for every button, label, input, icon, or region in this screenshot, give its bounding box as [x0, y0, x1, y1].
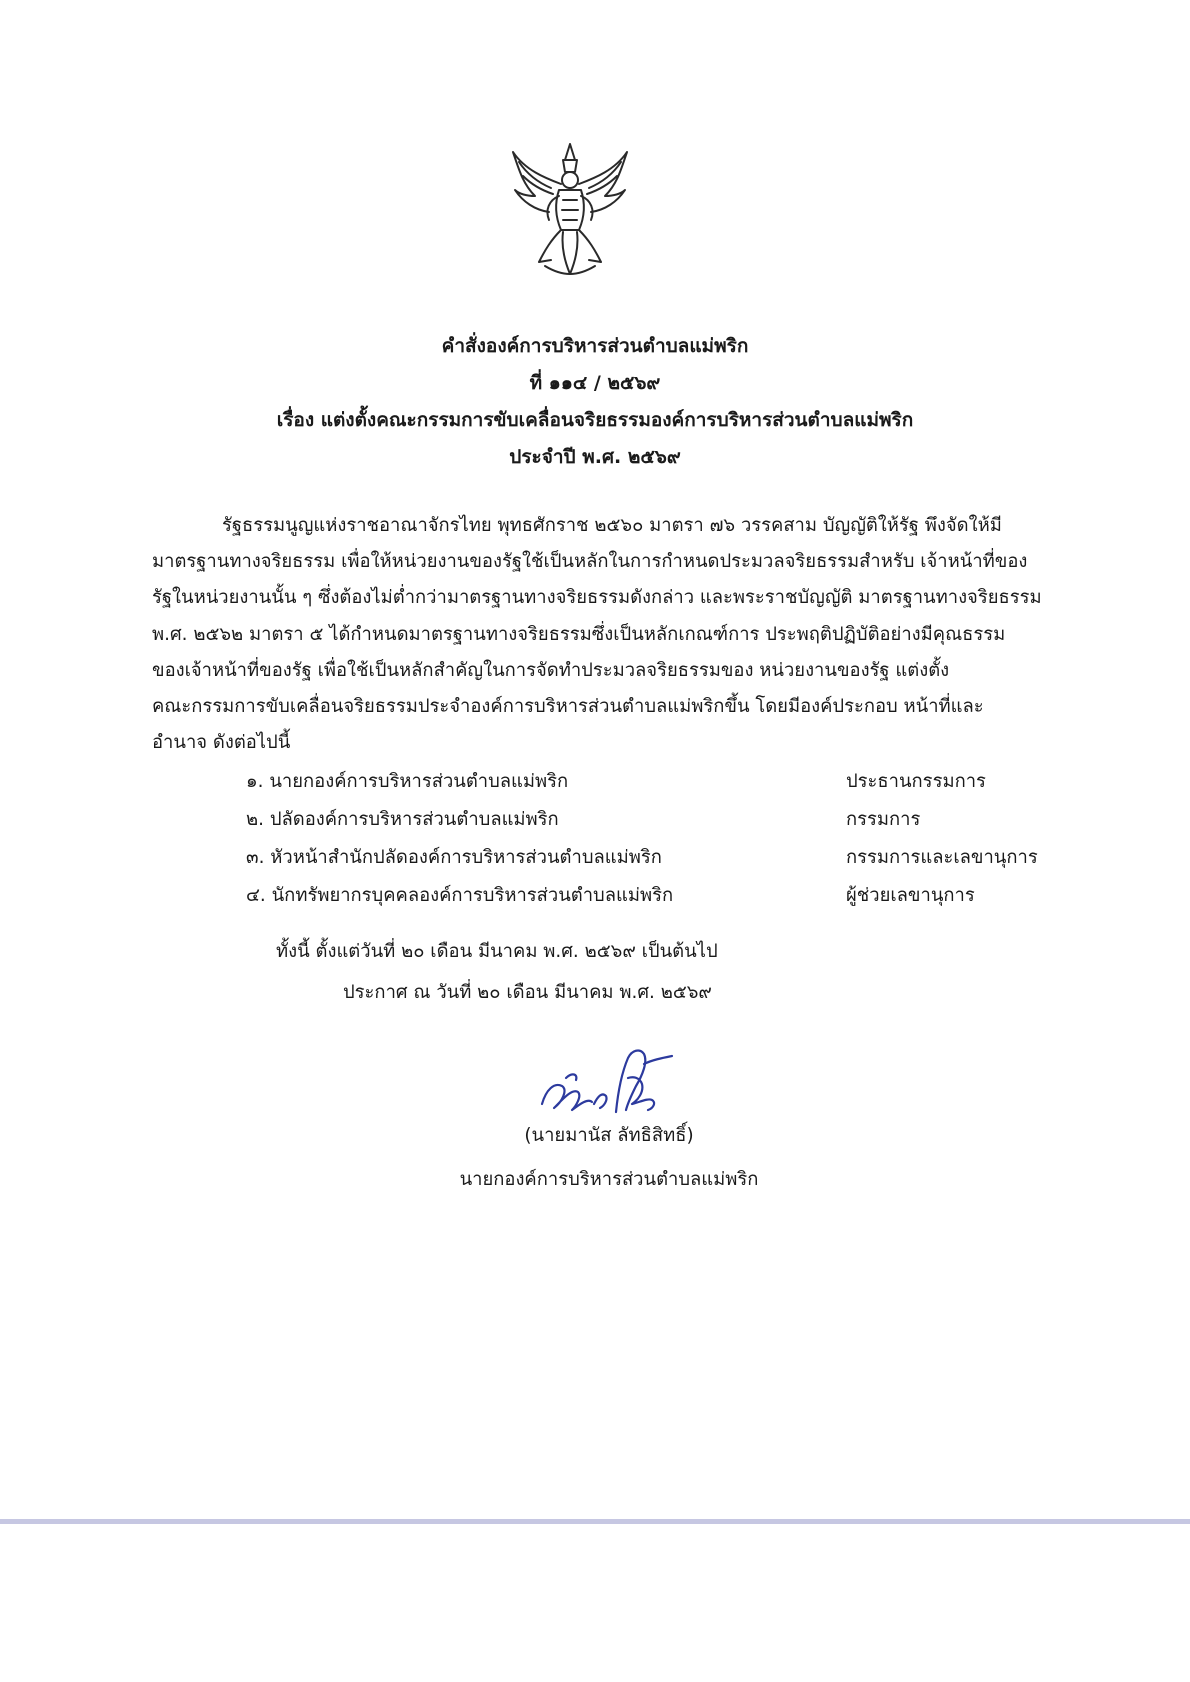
announcement-date-line: ประกาศ ณ วันที่ ๒๐ เดือน มีนาคม พ.ศ. ๒๕๖๙: [343, 982, 712, 1003]
preamble-line: ของเจ้าหน้าที่ของรัฐ เพื่อใช้เป็นหลักสำคัญในการจัดทำประมวลจริยธรรมของ หน่วยงานของรัฐ แต่งตั้ง: [152, 659, 950, 681]
signer-title: นายกองค์การบริหารส่วนตำบลแม่พริก: [459, 1169, 759, 1190]
handwritten-signature: [532, 1042, 680, 1124]
effective-date-line: ทั้งนี้ ตั้งแต่วันที่ ๒๐ เดือน มีนาคม พ.ศ. ๒๕๖๙ เป็นต้นไป: [276, 941, 718, 962]
member-role: กรรมการ: [846, 809, 921, 830]
member-position: ๔. นักทรัพยากรบุคคลองค์การบริหารส่วนตำบลแม่พริก: [246, 885, 674, 906]
order-year: ประจำปี พ.ศ. ๒๕๖๙: [509, 446, 681, 468]
preamble-line: มาตรฐานทางจริยธรรม เพื่อให้หน่วยงานของรัฐใช้เป็นหลักในการกำหนดประมวลจริยธรรมสำหรับ เจ้าหน้าที่ของ: [152, 551, 1028, 573]
member-position: ๑. นายกองค์การบริหารส่วนตำบลแม่พริก: [246, 771, 569, 792]
preamble-line: รัฐธรรมนูญแห่งราชอาณาจักรไทย พุทธศักราช ๒๕๖๐ มาตรา ๗๖ วรรคสาม บัญญัติให้รัฐ พึงจัดให้มี: [222, 515, 1002, 536]
garuda-emblem-icon: [505, 140, 635, 280]
committee-member-row: [0, 841, 1190, 875]
member-position: ๓. หัวหน้าสำนักปลัดองค์การบริหารส่วนตำบลแม่พริก: [246, 847, 662, 868]
committee-member-row: [0, 803, 1190, 837]
member-role: กรรมการและเลขานุการ: [846, 847, 1038, 868]
preamble-line: พ.ศ. ๒๕๖๒ มาตรา ๕ ได้กำหนดมาตรฐานทางจริยธรรมซึ่งเป็นหลักเกณฑ์การ ประพฤติปฏิบัติอย่างมีคุณธรรม: [152, 623, 1006, 645]
member-role: ผู้ช่วยเลขานุการ: [846, 885, 975, 906]
member-position: ๒. ปลัดองค์การบริหารส่วนตำบลแม่พริก: [246, 809, 559, 830]
preamble-line: รัฐในหน่วยงานนั้น ๆ ซึ่งต้องไม่ต่ำกว่ามาตรฐานทางจริยธรรมดังกล่าว และพระราชบัญญัติ มาตรฐานทางจริยธรรม: [152, 587, 1042, 609]
preamble-line: อำนาจ ดังต่อไปนี้: [152, 732, 291, 754]
order-title: คำสั่งองค์การบริหารส่วนตำบลแม่พริก: [441, 335, 749, 357]
member-role: ประธานกรรมการ: [846, 771, 986, 792]
preamble-line: คณะกรรมการขับเคลื่อนจริยธรรมประจำองค์การบริหารส่วนตำบลแม่พริกขึ้น โดยมีองค์ประกอบ หน้าที่และ: [152, 696, 984, 718]
committee-member-row: [0, 879, 1190, 913]
order-subject: เรื่อง แต่งตั้งคณะกรรมการขับเคลื่อนจริยธรรมองค์การบริหารส่วนตำบลแม่พริก: [276, 409, 914, 431]
order-number: ที่ ๑๑๔ / ๒๕๖๙: [529, 372, 661, 394]
committee-member-row: [0, 765, 1190, 799]
signer-name: (นายมานัส ลัทธิสิทธิ์): [524, 1125, 694, 1146]
footer-divider: [0, 1519, 1190, 1524]
preamble-paragraph: [152, 508, 1068, 761]
